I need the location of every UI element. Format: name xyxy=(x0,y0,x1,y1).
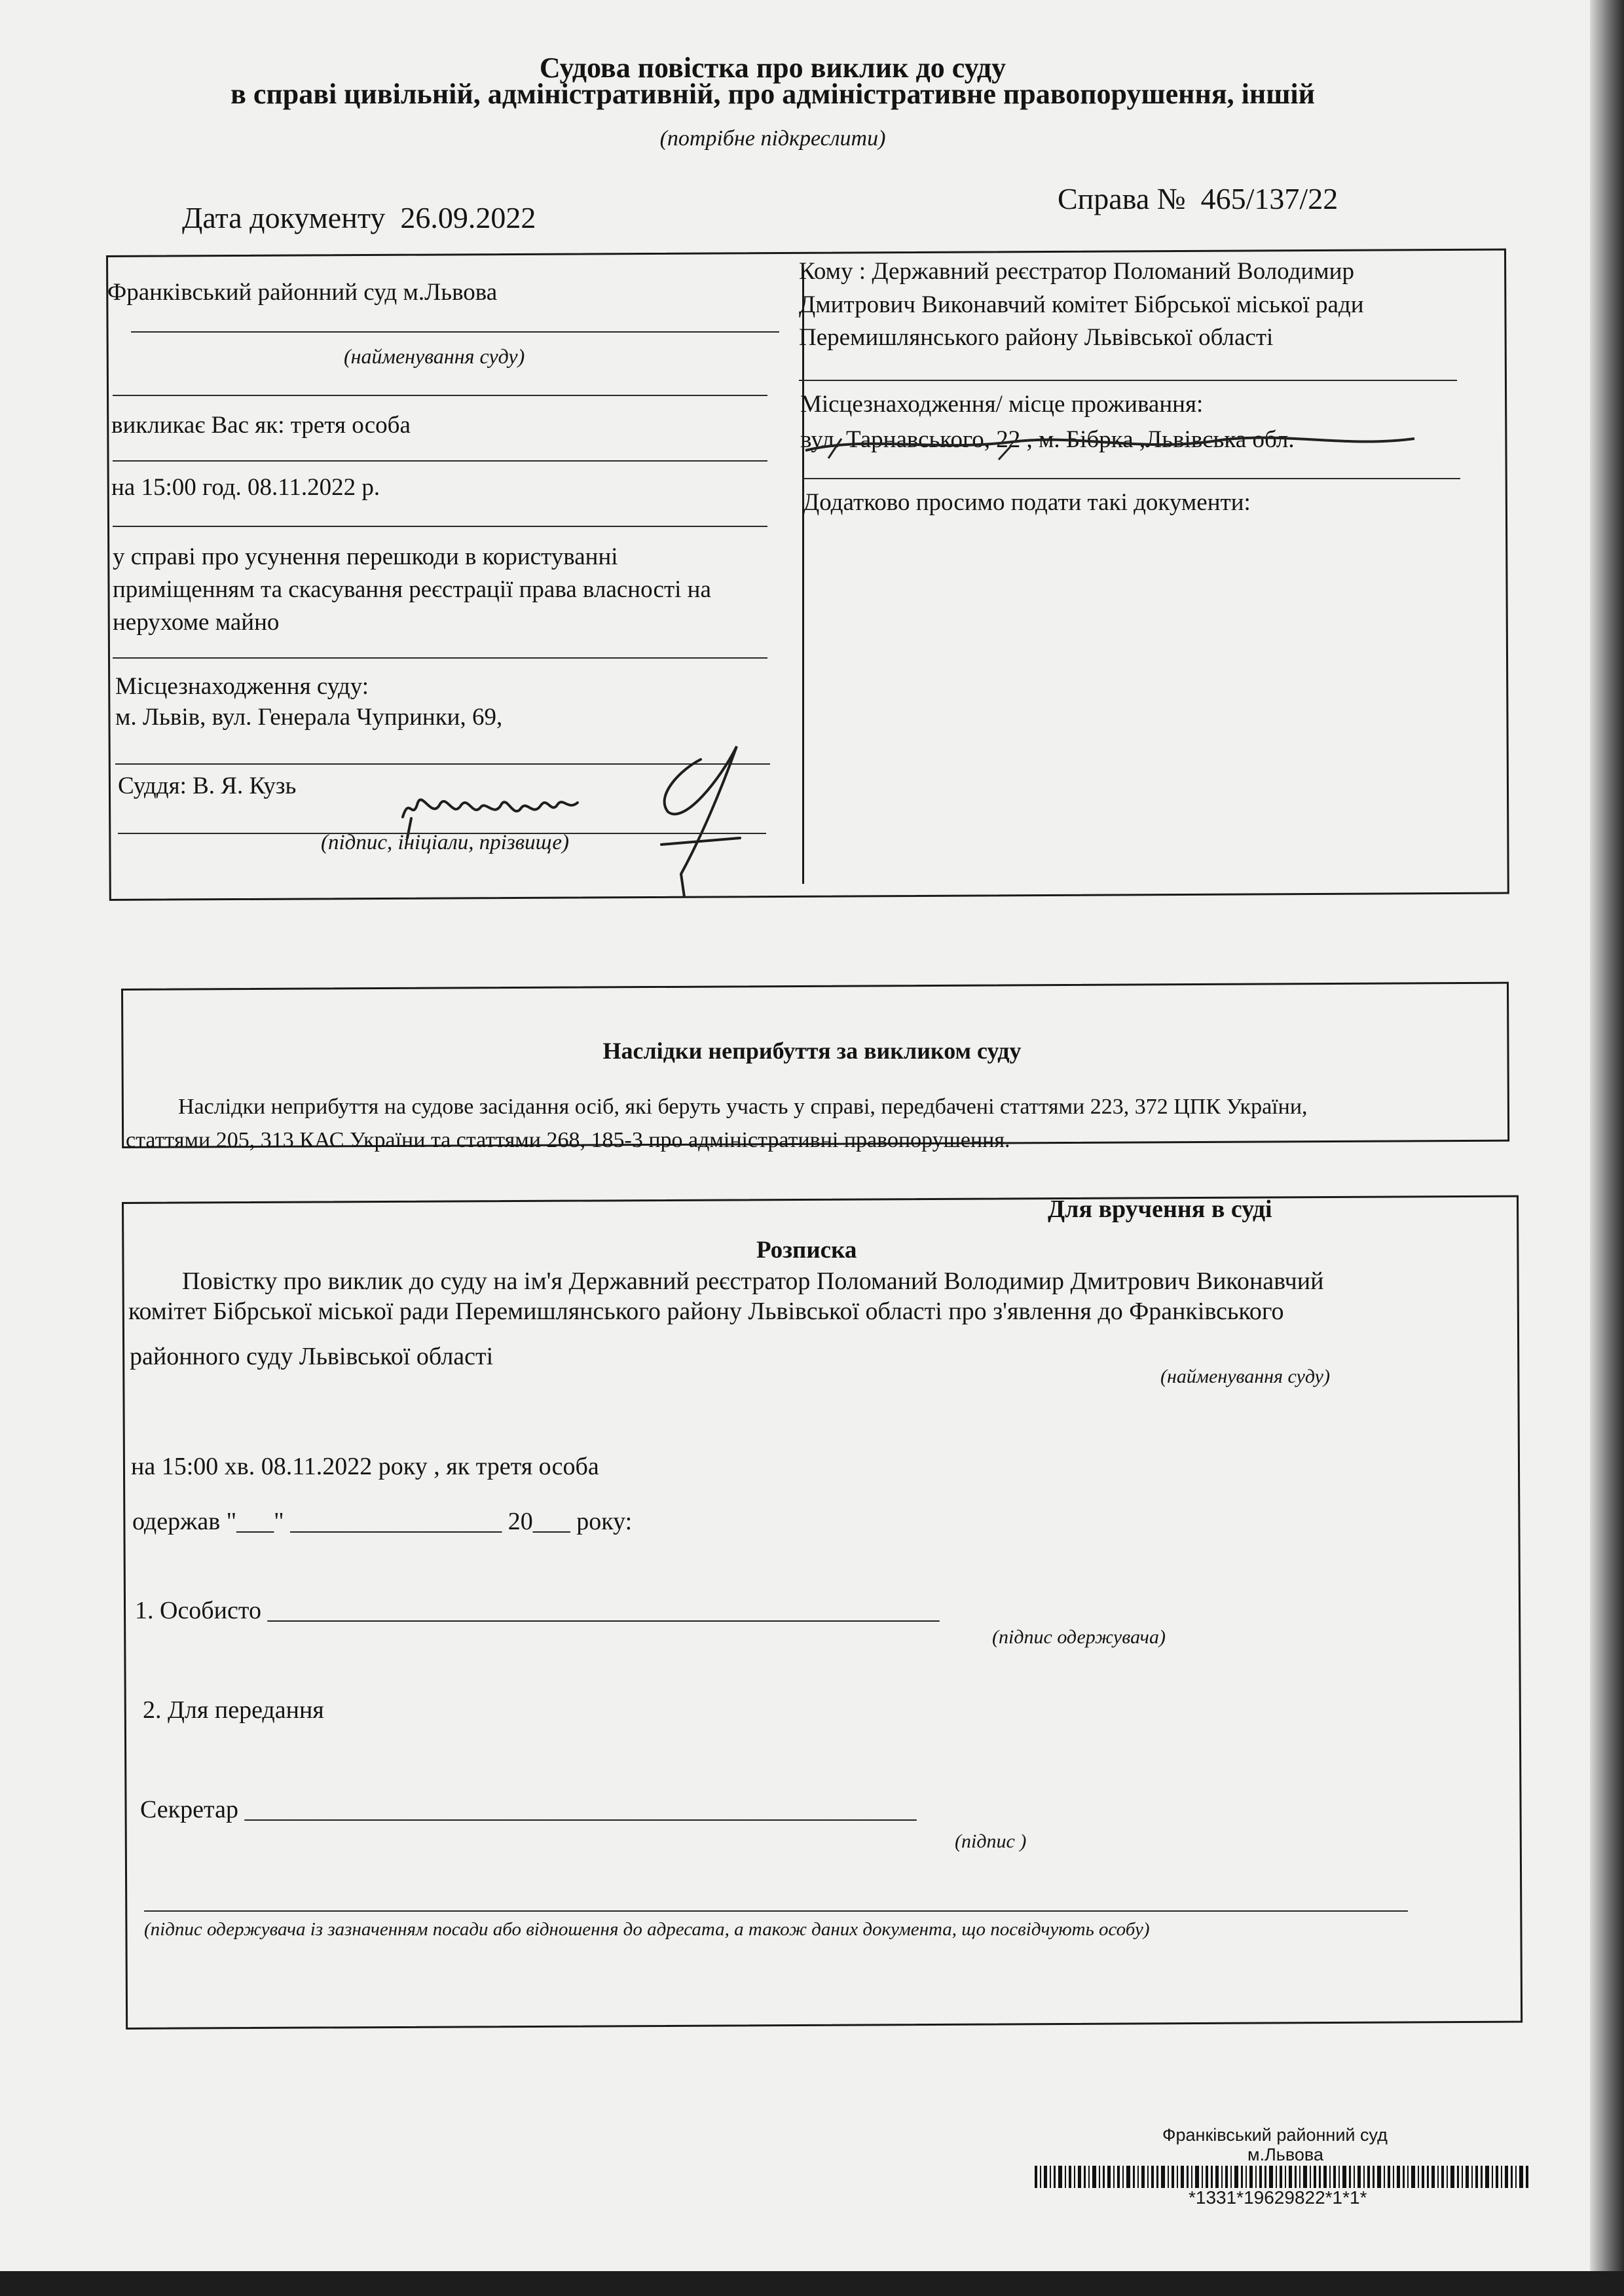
recipient-note: (підпис одержувача із зазначенням посади або відношення до адресата, а також даних документа, що посвідчують особу) xyxy=(144,1919,1150,1940)
divider-line xyxy=(113,395,767,396)
barcode xyxy=(1035,2166,1532,2188)
title-note: (потрібне підкреслити) xyxy=(659,126,886,151)
receipt-text-line-3: районного суду Львівської області xyxy=(130,1343,494,1370)
consequences-text-line-2: статтями 205, 313 КАС України та статтями 268, 185-3 про адміністративні правопорушення. xyxy=(126,1128,1010,1152)
divider-line xyxy=(799,380,1457,381)
for-transfer: 2. Для передання xyxy=(143,1696,324,1724)
barcode-text: *1331*19629822*1*1* xyxy=(1189,2187,1367,2208)
case-label: Справа № xyxy=(1058,182,1186,215)
court-name-underline xyxy=(131,331,779,333)
date-label: Дата документу xyxy=(182,201,386,234)
summons-divider xyxy=(802,268,804,884)
residence-strikethrough xyxy=(802,419,1418,465)
consequences-text-line-1: Наслідки неприбуття на судове засідання осіб, які беруть участь у справі, передбачені статтями 223, 372 ЦПК України, xyxy=(178,1095,1308,1119)
scan-edge xyxy=(1590,0,1624,2296)
footer-court-name: Франківський районний суд xyxy=(1162,2125,1388,2145)
summons-role: викликає Вас як: третя особа xyxy=(111,412,411,439)
consequences-title: Наслідки неприбуття за викликом суду xyxy=(602,1038,1022,1064)
case-number xyxy=(1058,181,1338,217)
receipt-text-line-1: Повістку про виклик до суду на ім'я Державний реєстратор Поломаний Володимир Дмитрович Виконавчий xyxy=(182,1267,1324,1295)
receipt-text-line-2: комітет Бібрської міської ради Перемишлянського району Львівської області про з'явлення до Франківського xyxy=(128,1298,1284,1325)
court-name: Франківський районний суд м.Львова xyxy=(107,279,498,306)
date-value: 26.09.2022 xyxy=(400,201,536,234)
divider-line xyxy=(113,526,767,527)
received-date-line: одержав "___" _________________ 20___ року: xyxy=(132,1508,633,1535)
receipt-title: Розписка xyxy=(756,1237,857,1264)
judge-signature xyxy=(393,740,799,897)
secretary-line: Секретар ______________________________________________________ xyxy=(140,1796,917,1823)
footer-court-city: м.Львова xyxy=(1247,2145,1323,2164)
divider-line xyxy=(802,478,1460,479)
hearing-time: на 15:00 год. 08.11.2022 р. xyxy=(111,474,380,501)
personally-line: 1. Особисто ______________________________________________________ xyxy=(135,1597,940,1624)
case-subject-line-2: приміщенням та скасування реєстрації права власності на xyxy=(113,576,711,603)
receipt-time-line: на 15:00 хв. 08.11.2022 року , як третя особа xyxy=(131,1453,599,1480)
title-line-1: Судова повістка про виклик до суду xyxy=(539,52,1006,84)
signature-caption: (підпис, ініціали, прізвище) xyxy=(321,831,570,854)
divider-line xyxy=(113,657,767,659)
court-caption: (найменування суду) xyxy=(344,344,525,368)
addressee-line-1: Кому : Державний реєстратор Поломаний Володимир xyxy=(799,258,1354,285)
secretary-signature-caption: (підпис ) xyxy=(955,1831,1027,1852)
document-date xyxy=(182,200,536,236)
court-location-value: м. Львів, вул. Генерала Чупринки, 69, xyxy=(115,704,503,731)
residence-value: вул. Тарнавського, 22 , м. Бібрка ,Львівська обл. xyxy=(800,426,1295,453)
addressee-line-3: Перемишлянського району Львівської області xyxy=(799,324,1274,351)
additional-documents: Додатково просимо подати такі документи: xyxy=(803,489,1251,516)
for-court-delivery: Для вручення в суді xyxy=(1048,1195,1272,1223)
residence-label: Місцезнаходження/ місце проживання: xyxy=(800,391,1204,418)
title-line-2: в справі цивільній, адміністративній, про адміністративне правопорушення, іншій xyxy=(231,78,1315,110)
addressee-line-2: Дмитрович Виконавчий комітет Бібрської міської ради xyxy=(799,291,1364,318)
case-subject-line-3: нерухоме майно xyxy=(113,609,280,636)
receipt-court-caption: (найменування суду) xyxy=(1160,1366,1330,1387)
recipient-signature-caption: (підпис одержувача) xyxy=(992,1626,1166,1648)
divider-line xyxy=(113,460,767,462)
judge-name: Суддя: В. Я. Кузь xyxy=(118,773,297,799)
scan-bottom-edge xyxy=(0,2271,1624,2296)
court-location-label: Місцезнаходження суду: xyxy=(115,673,369,700)
recipient-signature-line xyxy=(144,1910,1408,1912)
case-subject-line-1: у справі про усунення перешкоди в користуванні xyxy=(113,543,618,570)
case-value: 465/137/22 xyxy=(1200,182,1338,215)
